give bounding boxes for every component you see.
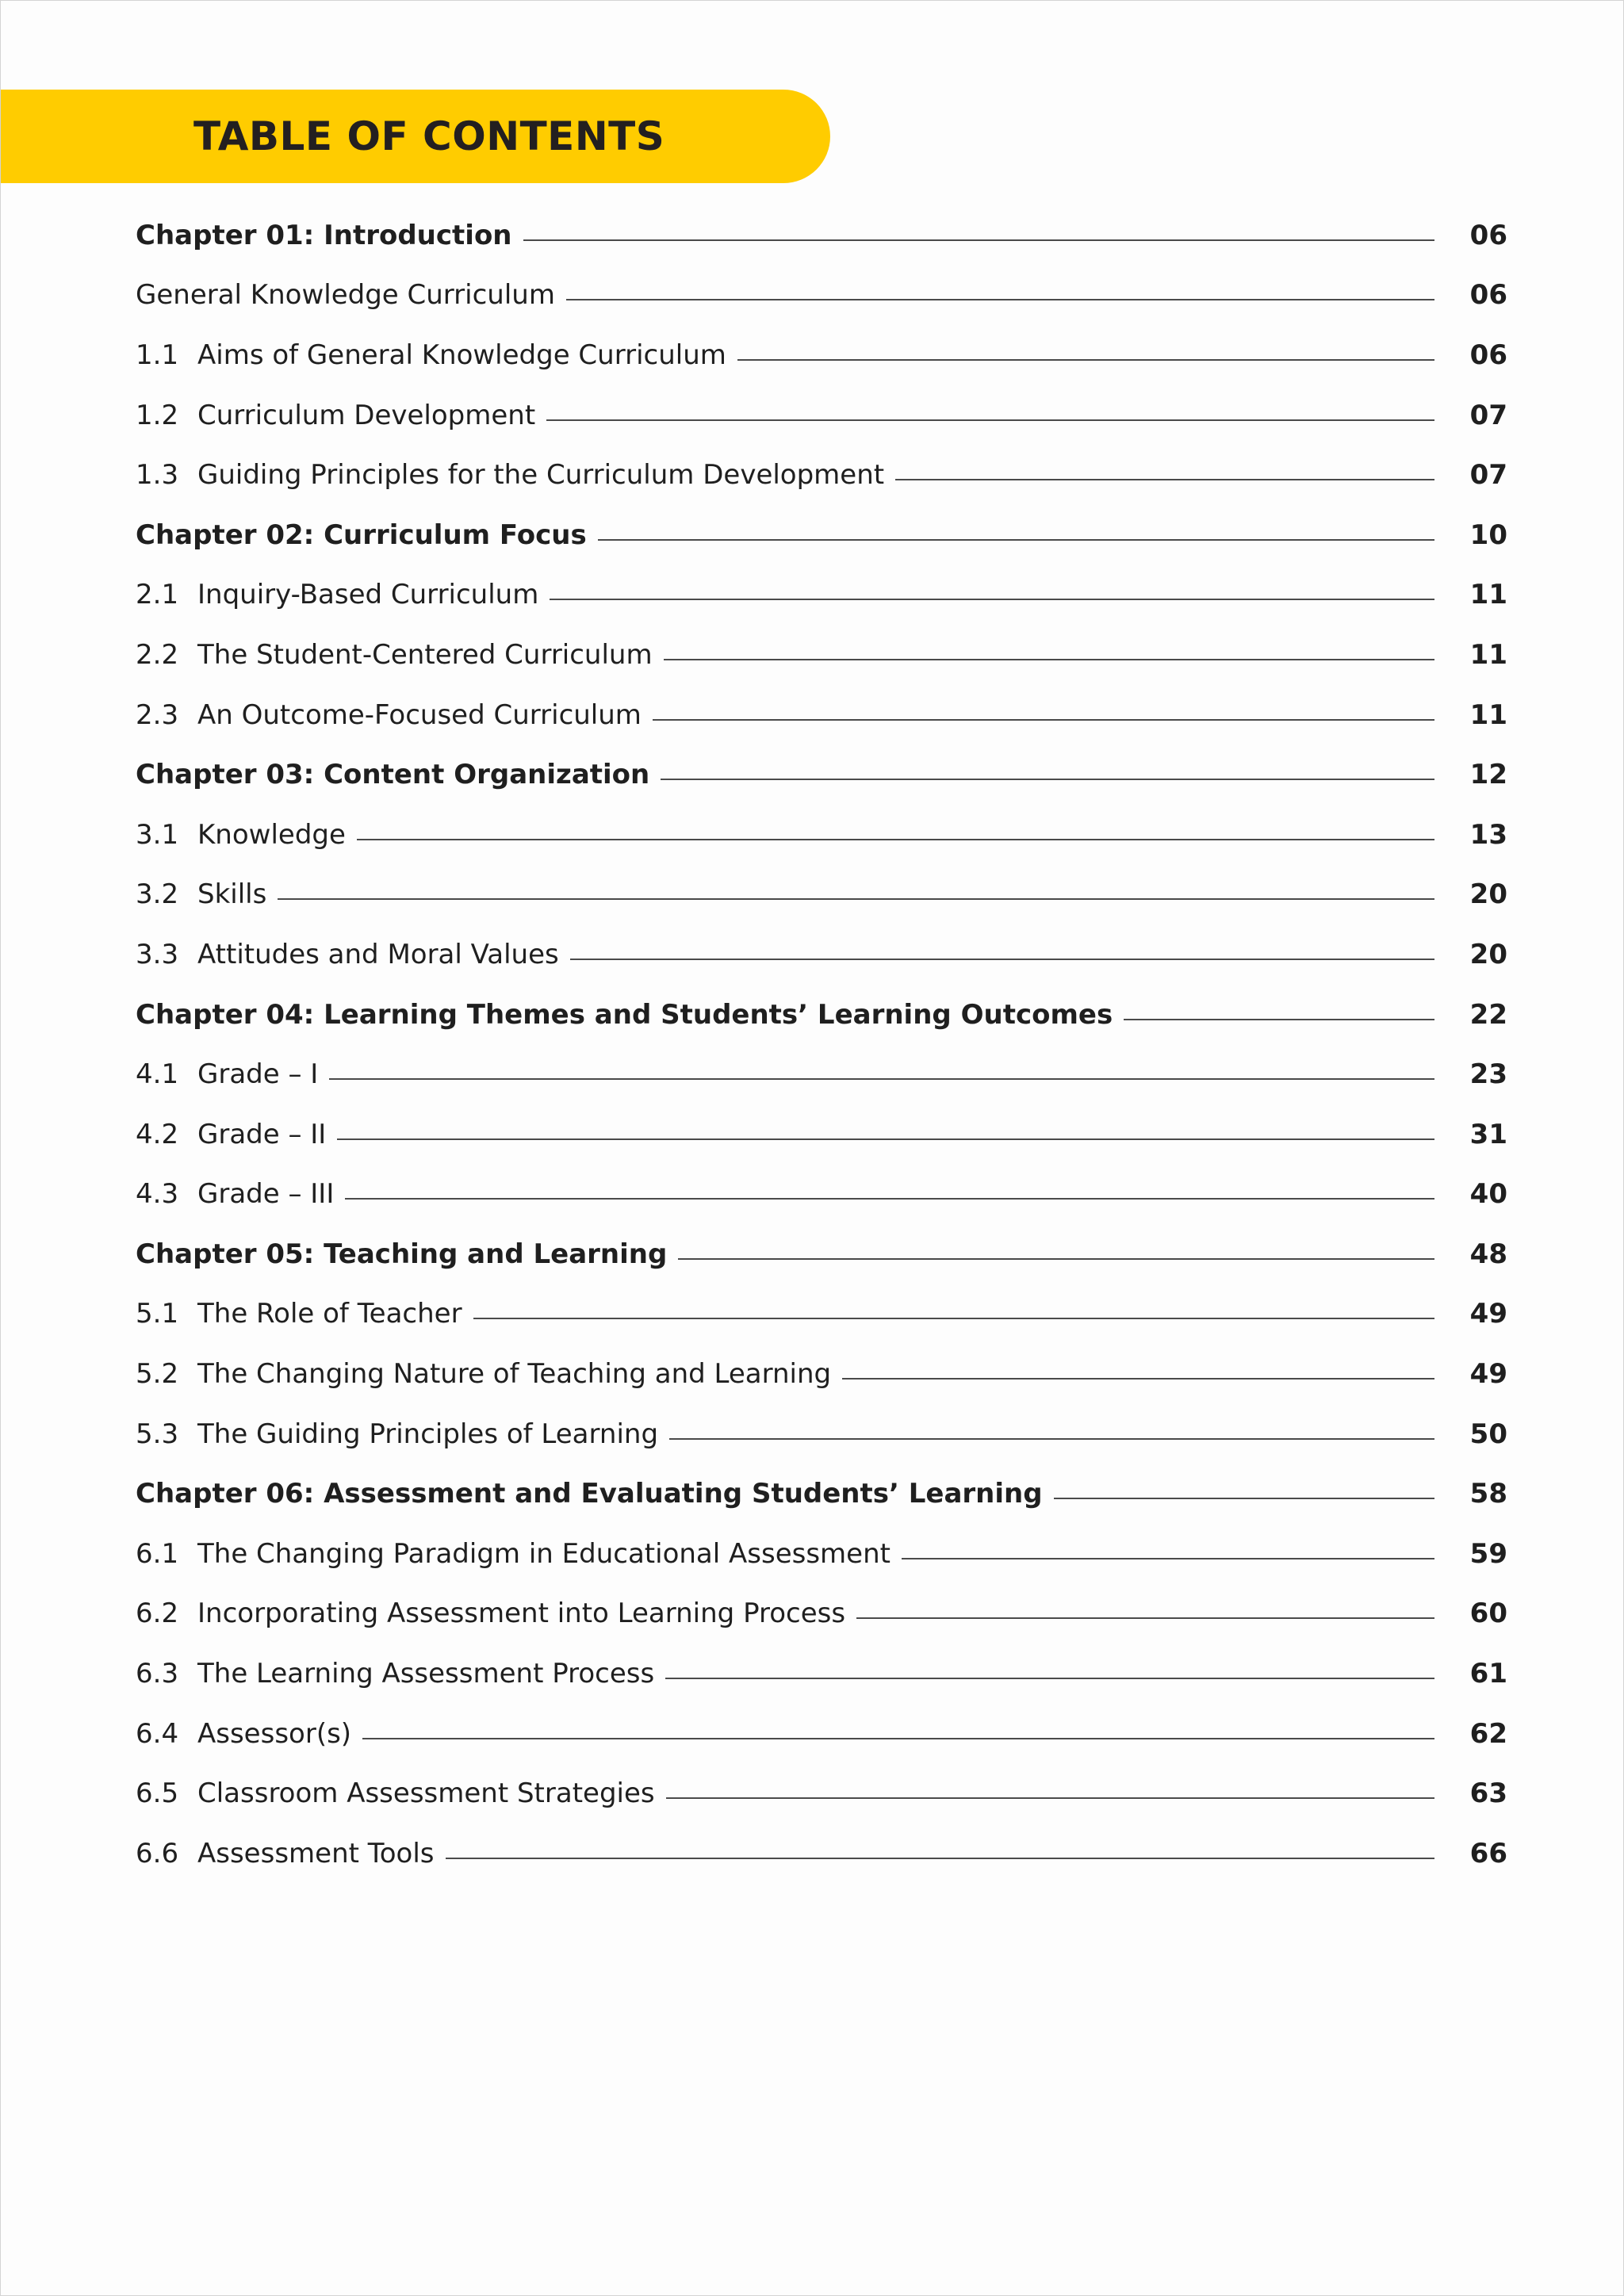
toc-leader-line <box>666 1797 1434 1799</box>
toc-entry-title: Assessor(s) <box>197 1717 352 1750</box>
toc-entry-title: Knowledge <box>197 818 346 851</box>
toc-leader-line <box>473 1318 1434 1319</box>
toc-entry-number: 2.2 <box>136 638 179 671</box>
toc-entry[interactable] <box>136 385 1507 446</box>
toc-entry[interactable] <box>136 1644 1507 1704</box>
toc-entry-title: The Changing Nature of Teaching and Learning <box>197 1358 832 1391</box>
toc-entry-number: 3.1 <box>136 818 179 851</box>
toc-entry-number: 6.6 <box>136 1837 179 1869</box>
toc-entry[interactable] <box>136 445 1507 505</box>
toc-entry[interactable] <box>136 1044 1507 1104</box>
toc-entry[interactable] <box>136 266 1507 326</box>
toc-page-number: 06 <box>1469 219 1507 251</box>
toc-entry-title: Chapter 05: Teaching and Learning <box>136 1238 668 1270</box>
toc-entry-title: Grade – III <box>197 1178 335 1211</box>
toc-leader-line <box>446 1858 1434 1859</box>
toc-entry-number: 2.1 <box>136 579 179 611</box>
toc-entry-title: Chapter 03: Content Organization <box>136 759 650 791</box>
toc-entry[interactable] <box>136 805 1507 865</box>
toc-entry[interactable] <box>136 865 1507 925</box>
toc-entry-number: 6.4 <box>136 1717 179 1750</box>
toc-entry-title: Chapter 02: Curriculum Focus <box>136 519 587 551</box>
toc-page-number: 07 <box>1469 399 1507 431</box>
toc-leader-line <box>345 1198 1434 1200</box>
toc-page-number: 11 <box>1469 698 1507 731</box>
toc-leader-line <box>598 539 1434 541</box>
toc-chapter-entry[interactable] <box>136 1224 1507 1284</box>
toc-leader-line <box>661 779 1434 780</box>
toc-page-number: 22 <box>1469 998 1507 1031</box>
toc-entry-title: Assessment Tools <box>197 1837 435 1869</box>
toc-entry-title: Chapter 04: Learning Themes and Students’ Learning Outcomes <box>136 998 1113 1031</box>
toc-entry-title: Inquiry-Based Curriculum <box>197 579 539 611</box>
toc-page-number: 20 <box>1469 878 1507 911</box>
toc-page-number: 06 <box>1469 279 1507 312</box>
toc-leader-line <box>895 479 1434 480</box>
toc-entry[interactable] <box>136 1763 1507 1823</box>
toc-leader-line <box>653 719 1434 721</box>
toc-entry-number: 6.2 <box>136 1598 179 1630</box>
toc-entry-number: 4.3 <box>136 1178 179 1211</box>
toc-entry-number: 3.3 <box>136 938 179 970</box>
toc-entry[interactable] <box>136 924 1507 985</box>
toc-entry-number: 1.3 <box>136 459 179 492</box>
toc-entry-number: 4.1 <box>136 1058 179 1091</box>
toc-leader-line <box>546 419 1434 421</box>
toc-page-number: 59 <box>1469 1537 1507 1570</box>
toc-page-number: 49 <box>1469 1298 1507 1330</box>
toc-entry-number: 5.3 <box>136 1418 179 1450</box>
toc-entry-title: Curriculum Development <box>197 399 536 431</box>
toc-page-number: 11 <box>1469 638 1507 671</box>
toc-entry-number: 1.1 <box>136 339 179 371</box>
toc-entry-number: 6.3 <box>136 1658 179 1690</box>
toc-page-number: 62 <box>1469 1717 1507 1750</box>
toc-entry-number: 6.5 <box>136 1777 179 1810</box>
toc-page-number: 66 <box>1469 1837 1507 1869</box>
toc-chapter-entry[interactable] <box>136 205 1507 266</box>
toc-page-number: 61 <box>1469 1658 1507 1690</box>
toc-page-number: 40 <box>1469 1178 1507 1211</box>
toc-entry[interactable] <box>136 565 1507 626</box>
toc-entry[interactable] <box>136 625 1507 685</box>
toc-leader-line <box>337 1138 1434 1140</box>
toc-page-number: 31 <box>1469 1118 1507 1150</box>
toc-page-number: 07 <box>1469 459 1507 492</box>
toc-leader-line <box>523 239 1434 241</box>
toc-entry[interactable] <box>136 1584 1507 1644</box>
toc-entry-number: 5.2 <box>136 1358 179 1391</box>
toc-leader-line <box>665 1678 1434 1679</box>
toc-entry-title: Grade – II <box>197 1118 327 1150</box>
toc-page-number: 60 <box>1469 1598 1507 1630</box>
toc-page-number: 20 <box>1469 938 1507 970</box>
toc-page-number: 50 <box>1469 1418 1507 1450</box>
toc-entry[interactable] <box>136 1404 1507 1464</box>
toc-page-number: 11 <box>1469 579 1507 611</box>
toc-page-number: 58 <box>1469 1478 1507 1510</box>
toc-chapter-entry[interactable] <box>136 1464 1507 1524</box>
toc-entry[interactable] <box>136 1823 1507 1884</box>
toc-leader-line <box>902 1558 1434 1559</box>
page-title: TABLE OF CONTENTS <box>193 113 665 159</box>
toc-leader-line <box>278 898 1434 900</box>
toc-page-number: 63 <box>1469 1777 1507 1810</box>
toc-leader-line <box>737 359 1434 361</box>
toc-entry-title: The Role of Teacher <box>197 1298 462 1330</box>
toc-leader-line <box>1124 1019 1434 1020</box>
toc-leader-line <box>329 1078 1434 1080</box>
toc-entry-title: Incorporating Assessment into Learning Process <box>197 1598 846 1630</box>
toc-chapter-entry[interactable] <box>136 505 1507 565</box>
toc-leader-line <box>669 1438 1434 1440</box>
toc-leader-line <box>362 1738 1434 1739</box>
toc-chapter-entry[interactable] <box>136 985 1507 1045</box>
toc-entry-title: Attitudes and Moral Values <box>197 938 559 970</box>
toc-entry-number: 6.1 <box>136 1537 179 1570</box>
toc-entry-title: Chapter 01: Introduction <box>136 219 512 251</box>
toc-entry[interactable] <box>136 1344 1507 1404</box>
toc-page-number: 12 <box>1469 759 1507 791</box>
toc-entry-title: Aims of General Knowledge Curriculum <box>197 339 726 371</box>
toc-page-number: 13 <box>1469 818 1507 851</box>
toc-entry-number: 3.2 <box>136 878 179 911</box>
toc-entry[interactable] <box>136 1704 1507 1764</box>
toc-entry-title: An Outcome-Focused Curriculum <box>197 698 642 731</box>
toc-leader-line <box>856 1617 1434 1619</box>
toc-entry[interactable] <box>136 1165 1507 1225</box>
toc-leader-line <box>842 1378 1434 1380</box>
toc-entry[interactable] <box>136 1524 1507 1584</box>
toc-entry-number: 1.2 <box>136 399 179 431</box>
toc-leader-line <box>570 959 1434 960</box>
toc-entry[interactable] <box>136 685 1507 745</box>
toc-entry[interactable] <box>136 1104 1507 1165</box>
toc-entry-title: The Learning Assessment Process <box>197 1658 655 1690</box>
toc-page-number: 48 <box>1469 1238 1507 1270</box>
toc-page-number: 23 <box>1469 1058 1507 1091</box>
toc-leader-line <box>1054 1498 1434 1499</box>
toc-entry-title: Guiding Principles for the Curriculum Development <box>197 459 885 492</box>
toc-leader-line <box>678 1258 1434 1260</box>
toc-entry-title: The Student-Centered Curriculum <box>197 638 653 671</box>
heading-banner <box>1 90 830 183</box>
toc-leader-line <box>664 659 1434 660</box>
toc-leader-line <box>550 599 1434 600</box>
toc-page-number: 10 <box>1469 519 1507 551</box>
toc-entry-number: 2.3 <box>136 698 179 731</box>
toc-leader-line <box>566 299 1434 300</box>
toc-entry-title: Chapter 06: Assessment and Evaluating Students’ Learning <box>136 1478 1043 1510</box>
toc-entry-number: 4.2 <box>136 1118 179 1150</box>
toc-entry-title: The Changing Paradigm in Educational Assessment <box>197 1537 891 1570</box>
toc-entry-title: Skills <box>197 878 267 911</box>
toc-entry-title: Grade – I <box>197 1058 319 1091</box>
toc-leader-line <box>357 839 1434 840</box>
toc-page-number: 49 <box>1469 1358 1507 1391</box>
toc-chapter-entry[interactable] <box>136 744 1507 805</box>
toc-entry[interactable] <box>136 1284 1507 1345</box>
toc-entry-title: Classroom Assessment Strategies <box>197 1777 655 1810</box>
toc-entry[interactable] <box>136 325 1507 385</box>
toc-entry-number: 5.1 <box>136 1298 179 1330</box>
toc-entry-title: General Knowledge Curriculum <box>136 279 555 312</box>
toc-page-number: 06 <box>1469 339 1507 371</box>
table-of-contents <box>136 205 1507 1884</box>
toc-entry-title: The Guiding Principles of Learning <box>197 1418 659 1450</box>
